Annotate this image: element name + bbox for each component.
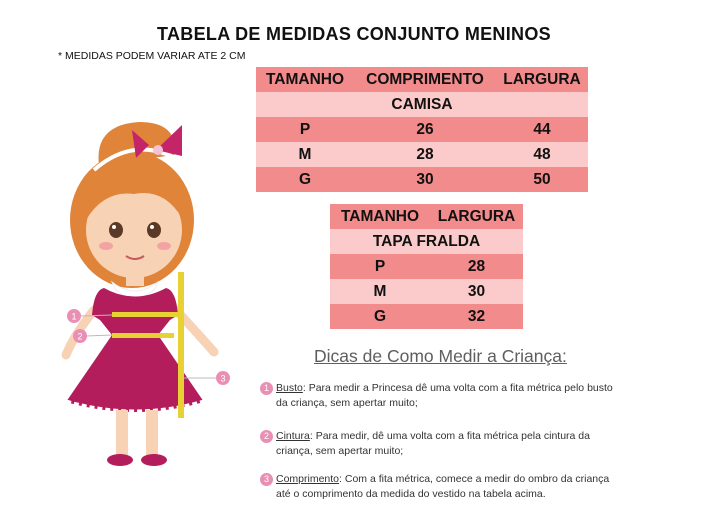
neck xyxy=(126,272,144,286)
tip-comprimento xyxy=(260,472,660,502)
tapa-fralda-size-table xyxy=(330,204,523,329)
section-camisa: CAMISA xyxy=(391,95,453,113)
tip-number-3: 3 xyxy=(260,473,273,486)
length-cell: 28 xyxy=(416,145,434,163)
eye-shine xyxy=(112,225,116,229)
header-tamanho: TAMANHO xyxy=(340,207,420,225)
size-cell: G xyxy=(298,170,312,188)
table-row xyxy=(330,304,523,329)
girl-measuring-illustration xyxy=(54,110,244,480)
header-comprimento: COMPRIMENTO xyxy=(366,70,484,88)
table-section-row xyxy=(330,229,523,254)
header-largura: LARGURA xyxy=(503,70,581,88)
width-cell: 30 xyxy=(467,282,486,300)
eye-right xyxy=(147,222,161,238)
table-row xyxy=(256,117,588,142)
tip-keyword: Busto xyxy=(276,382,303,394)
tip-text: : Para medir a Princesa dê uma volta com a fita métrica pelo busto xyxy=(302,382,613,394)
table-row xyxy=(330,279,523,304)
table-header-row xyxy=(256,67,588,92)
tip-number-2: 2 xyxy=(260,430,273,443)
size-cell: M xyxy=(298,145,312,163)
table-row xyxy=(330,254,523,279)
tip-text-continued: até o comprimento da medida do vestido na tabela acima. xyxy=(276,488,546,500)
section-tapa-fralda: TAPA FRALDA xyxy=(372,232,481,250)
tip-cintura xyxy=(260,429,660,459)
width-cell: 28 xyxy=(467,257,486,275)
leg-right xyxy=(146,410,158,455)
size-cell: P xyxy=(299,120,311,138)
length-cell: 30 xyxy=(416,170,434,188)
table-section-row xyxy=(256,92,588,117)
size-cell: G xyxy=(373,307,387,325)
leg-left xyxy=(116,410,128,455)
tip-keyword: Comprimento xyxy=(276,473,340,485)
tape-waist xyxy=(112,333,174,338)
cheek xyxy=(157,242,171,250)
marker-label: 1 xyxy=(71,311,77,322)
tape-length xyxy=(178,272,184,418)
width-cell: 32 xyxy=(467,307,486,325)
width-cell: 44 xyxy=(533,120,551,138)
shoe-left xyxy=(107,454,133,466)
size-cell: M xyxy=(373,282,387,300)
page-title: TABELA DE MEDIDAS CONJUNTO MENINOS xyxy=(157,24,551,44)
size-cell: P xyxy=(374,257,386,275)
tips-title: Dicas de Como Medir a Criança: xyxy=(314,346,567,366)
bow-center xyxy=(153,145,163,155)
tip-text-continued: da criança, sem apertar muito; xyxy=(276,397,418,409)
table-header-row xyxy=(330,204,523,229)
marker-label: 2 xyxy=(77,331,83,342)
table-row xyxy=(256,142,588,167)
tip-busto xyxy=(260,381,660,411)
cheek xyxy=(99,242,113,250)
table-row xyxy=(256,167,588,192)
shoe-right xyxy=(141,454,167,466)
header-tamanho: TAMANHO xyxy=(265,70,345,88)
tip-text: : Com a fita métrica, comece a medir do ombro da criança xyxy=(339,473,610,485)
measurement-note: * MEDIDAS PODEM VARIAR ATE 2 CM xyxy=(58,50,246,62)
camisa-size-table xyxy=(256,67,588,192)
eye-shine xyxy=(150,225,154,229)
tip-text: : Para medir, dê uma volta com a fita métrica pela cintura da xyxy=(309,430,590,442)
tip-keyword: Cintura xyxy=(276,430,310,442)
pointer-line xyxy=(86,335,112,336)
tip-number-1: 1 xyxy=(260,382,273,395)
header-largura: LARGURA xyxy=(437,207,516,225)
tip-text-continued: criança, sem apertar muito; xyxy=(276,445,404,457)
width-cell: 50 xyxy=(533,170,551,188)
eye-left xyxy=(109,222,123,238)
tape-bust xyxy=(112,312,178,317)
length-cell: 26 xyxy=(416,120,434,138)
width-cell: 48 xyxy=(533,145,551,163)
marker-label: 3 xyxy=(220,373,226,384)
